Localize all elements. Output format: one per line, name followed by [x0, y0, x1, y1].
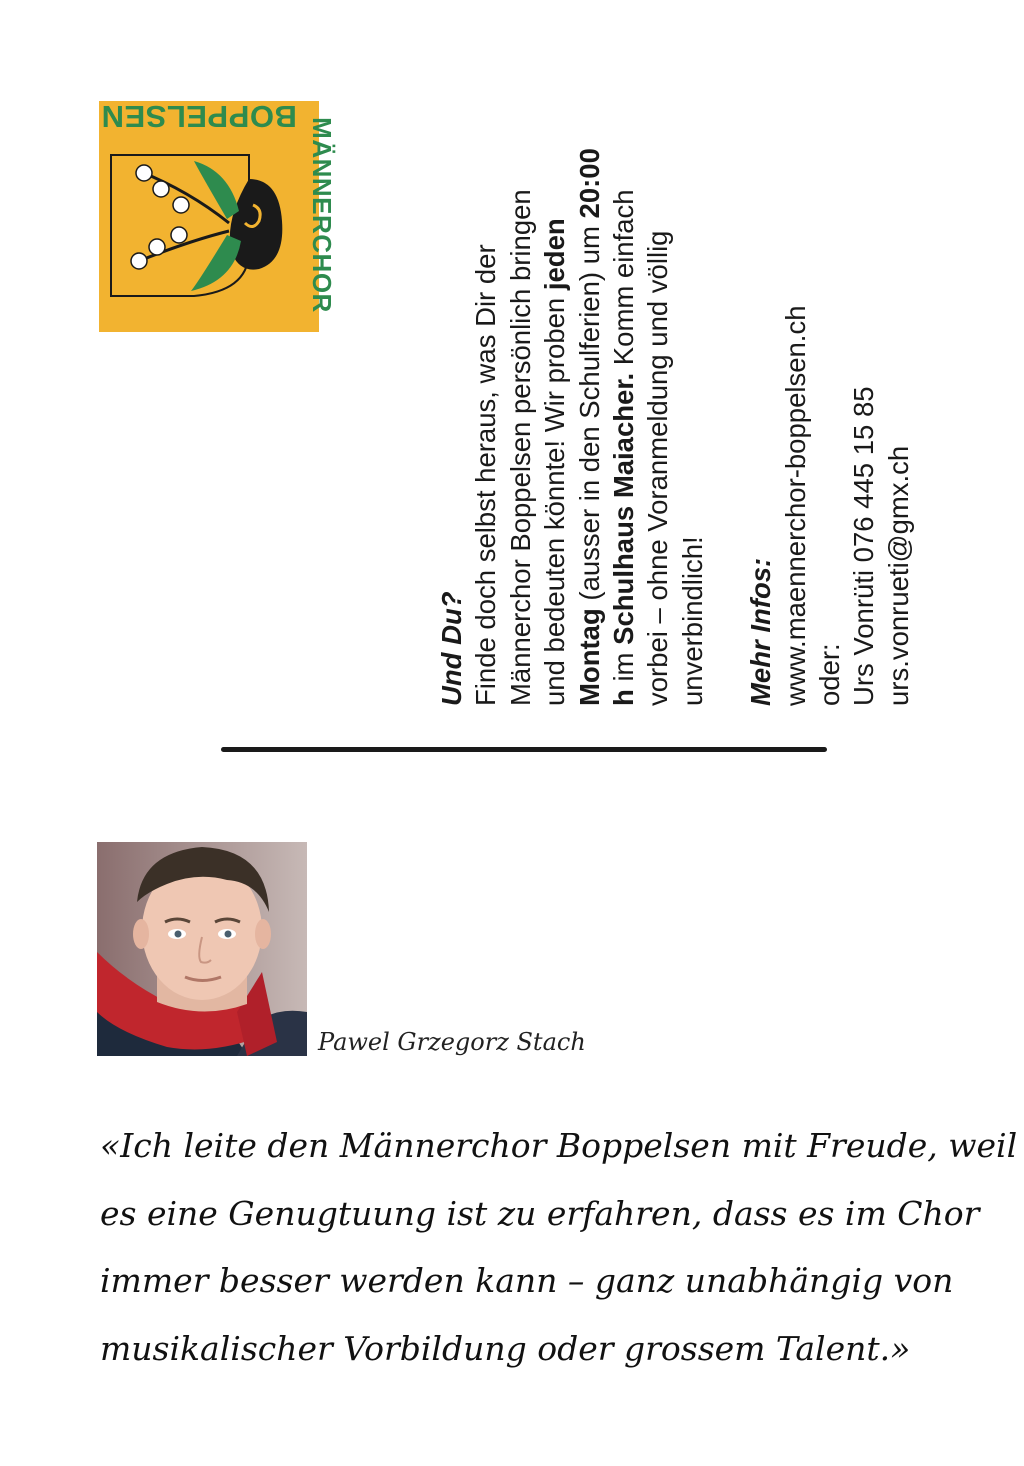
logo-name-maennerchor: MÄNNERCHOR	[307, 117, 337, 313]
info-text-1: Finde doch selbst heraus, was Dir der Männerchor Boppelsen persönlich bringen und bedeuten könnte! Wir proben	[470, 189, 571, 706]
divider-line	[221, 747, 827, 752]
conductor-quote	[100, 1112, 1018, 1382]
choir-logo	[99, 99, 337, 332]
more-info-heading: Mehr Infos:	[745, 557, 777, 706]
logo-name-boppelsen: BOPPELSEN	[101, 99, 297, 134]
contact-name-phone: Urs Vonrüti 076 445 15 85	[848, 386, 880, 706]
info-text-3: im	[608, 644, 640, 690]
info-bold-time: 20:00 h	[573, 148, 640, 706]
quote-line: «Ich leite den Männerchor Boppelsen mit Freude, weil	[100, 1126, 1018, 1165]
portrait-icon	[97, 842, 307, 1056]
info-heading: Und Du?	[436, 591, 467, 706]
info-paragraph	[469, 146, 710, 706]
quote-line: es eine Genugtuung ist zu erfahren, dass es im Chor	[100, 1193, 980, 1233]
info-text-block	[435, 146, 935, 706]
email-link[interactable]: urs.vonrueti@gmx.ch	[882, 445, 914, 706]
quote-line: immer besser werden kann – ganz unabhängig von	[100, 1261, 954, 1300]
info-text-2: (ausser in den Schulferien) um	[573, 218, 605, 609]
conductor-photo	[97, 842, 307, 1056]
info-bold-day: jeden Montag	[539, 218, 605, 706]
choir-crest-icon	[99, 101, 319, 332]
info-spacer	[710, 146, 744, 706]
info-bold-place: Schulhaus Maiacher.	[608, 372, 640, 645]
or-text: oder:	[814, 643, 846, 706]
quote-line: musikalischer Vorbildung oder grossem Talent.»	[100, 1328, 911, 1368]
website-link[interactable]: www.maennerchor-boppelsen.ch	[779, 305, 811, 706]
info-text-4: Komm einfach vorbei – ohne Voranmeldung und völlig unverbindlich!	[608, 189, 708, 706]
conductor-caption: Pawel Grzegorz Stach	[318, 1028, 586, 1056]
